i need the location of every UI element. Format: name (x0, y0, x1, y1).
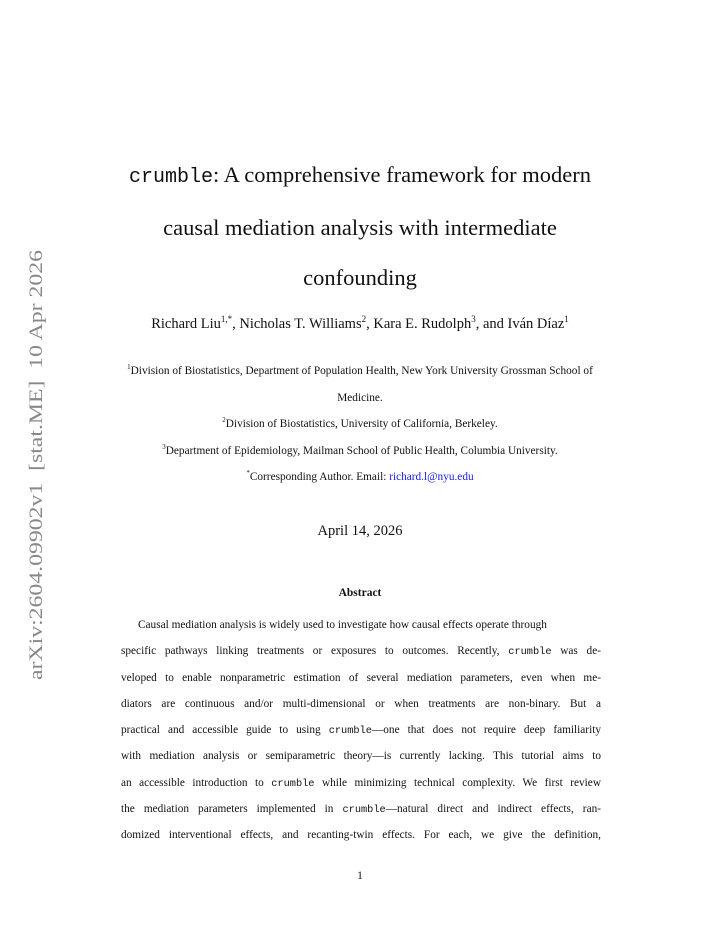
author-name: Iván Díaz (507, 316, 565, 332)
corresponding-mark: * (246, 469, 250, 478)
author (373, 316, 507, 332)
title-line-2: causal mediation analysis with intermediate (163, 215, 557, 240)
author-list (80, 316, 640, 333)
page-number: 1 (357, 870, 363, 882)
abstract-text: —one that does not require deep familiarity (371, 724, 601, 737)
author-separator: , and (475, 316, 508, 332)
affiliation-text: Division of Biostatistics, University of California, Berkeley. (225, 418, 498, 430)
author-separator: , (366, 316, 374, 332)
code-package-name: crumble (508, 646, 552, 659)
affiliation-list (90, 358, 630, 491)
corresponding-text: Corresponding Author. Email: (249, 471, 390, 483)
abstract-line (121, 612, 601, 638)
author (151, 316, 239, 332)
title-line-1-text: : A comprehensive framework for modern (213, 162, 592, 187)
affiliation-text: Division of Biostatistics, Department of Population Health, New York University Grossman School of (130, 365, 593, 377)
abstract-text: was de- (551, 645, 601, 658)
abstract-line (121, 638, 601, 664)
abstract-line (121, 770, 601, 796)
abstract-body (121, 612, 601, 849)
title-line-3: confounding (303, 265, 417, 290)
author-affiliation-mark: 2 (361, 314, 367, 325)
author-name: Kara E. Rudolph (373, 316, 472, 332)
arxiv-identifier-stamp (16, 250, 52, 680)
abstract-text: an accessible introduction to (121, 776, 272, 789)
author-affiliation-mark: 3 (471, 314, 476, 325)
author-name: Richard Liu (151, 316, 221, 332)
abstract-text: domized interventional effects, and recanting-twin effects. For each, we give the definition, (121, 829, 601, 842)
email-link[interactable]: richard.l@nyu.edu (389, 471, 474, 483)
abstract-text: practical and accessible guide to using (121, 724, 329, 737)
affiliation-1-line-2: Medicine. (337, 391, 383, 404)
abstract-line (121, 796, 601, 822)
author-affiliation-mark: 1 (564, 314, 569, 325)
affiliation-text: Department of Epidemiology, Mailman School of Public Health, Columbia University. (165, 444, 558, 457)
abstract-text: with mediation analysis or semiparametric theory—is currently lacking. This tutorial aims to (121, 750, 601, 763)
abstract-heading: Abstract (338, 587, 382, 599)
publication-date: April 14, 2026 (317, 523, 403, 539)
abstract-text: the mediation parameters implemented in (121, 803, 343, 816)
abstract-text: —natural direct and indirect effects, ran- (385, 803, 601, 816)
author (508, 316, 569, 332)
title-package-name: crumble (128, 166, 213, 189)
affiliation-mark: 2 (222, 416, 226, 425)
affiliation-1-line-1 (90, 358, 630, 385)
title-line-1 (100, 150, 620, 203)
author-affiliation-mark: 1,* (220, 314, 233, 325)
abstract-text: diators are continuous and/or multi-dimensional or when treatments are non-binary. But a (121, 697, 601, 710)
arxiv-stamp-svg (16, 250, 52, 680)
code-package-name: crumble (271, 777, 315, 790)
affiliation-3 (90, 438, 630, 465)
code-package-name: crumble (342, 804, 386, 817)
abstract-line (121, 822, 601, 848)
code-package-name: crumble (328, 725, 372, 738)
paper-title (100, 150, 620, 303)
author-separator: , (232, 316, 240, 332)
author (239, 316, 373, 332)
abstract-text: specific pathways linking treatments or exposures to outcomes. Recently, (121, 645, 509, 658)
abstract-text: Causal mediation analysis is widely used to investigate how causal effects operate through (138, 619, 547, 631)
affiliation-mark: 1 (127, 363, 131, 372)
author-name: Nicholas T. Williams (239, 316, 362, 332)
affiliation-mark: 3 (162, 442, 166, 451)
arxiv-stamp-text: arXiv:2604.09902v1 [stat.ME] 10 Apr 2026 (26, 335, 47, 680)
abstract-line (121, 691, 601, 717)
abstract-text: veloped to enable nonparametric estimation of several mediation parameters, even when me- (121, 671, 601, 684)
corresponding-author (90, 464, 630, 491)
affiliation-2 (90, 411, 630, 438)
abstract-text: while minimizing technical complexity. We first review (314, 776, 601, 789)
abstract-line (121, 665, 601, 691)
abstract-line (121, 743, 601, 769)
abstract-line (121, 717, 601, 743)
